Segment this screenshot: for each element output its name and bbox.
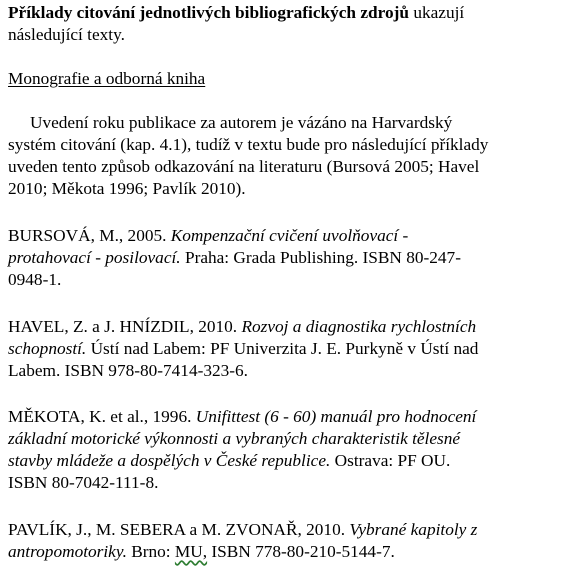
- reference-4-isbn: ISBN 778-80-210-5144-7.: [211, 542, 395, 561]
- reference-2-line-2: [8, 338, 478, 360]
- reference-2-publisher: Ústí nad Labem: PF Univerzita J. E. Purkyně v Ústí nad: [90, 339, 479, 358]
- paragraph-line-2: systém citování (kap. 4.1), tudíž v textu bude pro následující příklady: [8, 135, 489, 154]
- intro-bold-text: Příklady citování jednotlivých bibliografických zdrojů: [8, 3, 410, 22]
- section-heading: Monografie a odborná kniha: [8, 69, 206, 88]
- reference-4-publisher-city: Brno:: [131, 542, 171, 561]
- reference-1-title-part-1: Kompenzační cvičení uvolňovací -: [170, 226, 409, 245]
- reference-1-line-3: 0948-1.: [8, 270, 62, 289]
- reference-1-author: BURSOVÁ, M., 2005.: [8, 226, 167, 245]
- intro-rest-text: ukazují: [413, 3, 465, 22]
- reference-4-line-2: [8, 541, 395, 563]
- reference-1-publisher: Praha: Grada Publishing. ISBN 80-247-: [184, 248, 461, 267]
- reference-3-author: MĚKOTA, K. et al., 1996.: [8, 407, 192, 426]
- paragraph-line-1: Uvedení roku publikace za autorem je vázáno na Harvardský: [30, 113, 453, 132]
- reference-3-title-part-2: základní motorické výkonnosti a vybraných charakteristik tělesné: [8, 429, 461, 448]
- paragraph-line-3: uveden tento způsob odkazování na literaturu (Bursová 2005; Havel: [8, 157, 480, 176]
- paragraph-line-4: 2010; Měkota 1996; Pavlík 2010).: [8, 179, 246, 198]
- reference-3-line-3: [8, 450, 450, 472]
- reference-2-title-part-1: Rozvoj a diagnostika rychlostních: [241, 317, 477, 336]
- reference-2-title-part-2: schopností.: [8, 339, 87, 358]
- reference-4-publisher-spellcheck: MU,: [174, 542, 208, 561]
- reference-3-title-part-3: stavby mládeže a dospělých v České republice.: [8, 451, 331, 470]
- reference-1-line-2: [8, 247, 461, 269]
- reference-2-line-1: [8, 316, 476, 338]
- reference-4-title-part-2: antropomotoriky.: [8, 542, 127, 561]
- reference-4-line-1: [8, 519, 477, 541]
- reference-1-title-part-2: protahovací - posilovací.: [8, 248, 181, 267]
- reference-4-title-part-1: Vybrané kapitoly z: [349, 520, 478, 539]
- reference-3-line-4: ISBN 80-7042-111-8.: [8, 473, 159, 492]
- reference-1-line-1: [8, 225, 408, 247]
- intro-line-1: [8, 2, 464, 24]
- reference-3-line-1: [8, 406, 476, 428]
- intro-line-2: následující texty.: [8, 25, 125, 44]
- reference-4-author: PAVLÍK, J., M. SEBERA a M. ZVONAŘ, 2010.: [8, 520, 346, 539]
- reference-2-line-3: Labem. ISBN 978-80-7414-323-6.: [8, 361, 248, 380]
- reference-3-publisher: Ostrava: PF OU.: [334, 451, 451, 470]
- reference-2-author: HAVEL, Z. a J. HNÍZDIL, 2010.: [8, 317, 238, 336]
- reference-3-title-part-1: Unifittest (6 - 60) manuál pro hodnocení: [195, 407, 477, 426]
